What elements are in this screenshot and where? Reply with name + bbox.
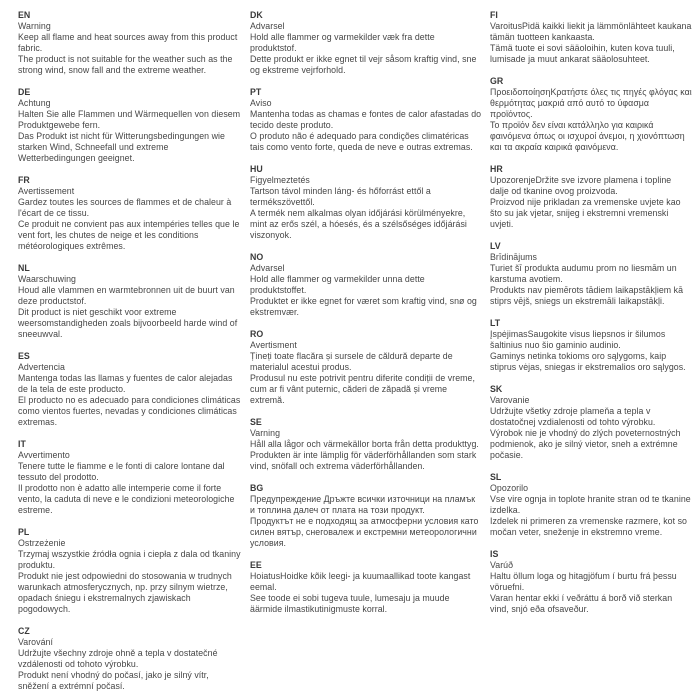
language-code-hu: HU — [250, 164, 263, 174]
warning-text: Tartson távol minden láng- és hőforrást ettől a termékszövettől. — [250, 186, 431, 207]
warning-text: Varan hentar ekki í veðráttu á borð við sterkan vind, snjó eða ofsaveður. — [490, 593, 673, 614]
lang-section-nl — [18, 263, 242, 340]
warning-title: Varúð — [490, 560, 514, 570]
warning-text: El producto no es adecuado para condiciones climáticas como vientos fuertes, nevadas y condiciones climáticas extremas. — [18, 395, 241, 427]
warning-text: Turiet šī produkta audumu prom no liesmām un karstuma avotiem. — [490, 263, 677, 284]
language-code-gr: GR — [490, 76, 504, 86]
warning-text: Gardez toutes les sources de flammes et de chaleur à l'écart de ce tissu. — [18, 197, 232, 218]
warning-text: Trzymaj wszystkie źródła ognia i ciepła z dala od tkaniny produktu. — [18, 549, 241, 570]
language-code-se: SE — [250, 417, 262, 427]
warning-title: Varning — [250, 428, 281, 438]
warning-text: Dette produkt er ikke egnet til vejr såsom kraftig vind, sne og ekstreme vejrforhold. — [250, 54, 477, 75]
warning-text: Das Produkt ist nicht für Witterungsbedingungen wie starken Wind, Schneefall und extreme Wetterbedingungen geeignet. — [18, 131, 225, 163]
language-code-is: IS — [490, 549, 499, 559]
warning-title: Advarsel — [250, 21, 285, 31]
language-code-sk: SK — [490, 384, 503, 394]
warning-text: Vse vire ognja in toplote hranite stran od te tkanine izdelka. — [490, 494, 691, 515]
warning-title: Varování — [18, 637, 53, 647]
language-code-sl: SL — [490, 472, 502, 482]
language-code-it: IT — [18, 439, 26, 449]
warning-text: A termék nem alkalmas olyan időjárási körülményekre, mint az erős szél, a hóesés, és a szélsőséges időjárási viszonyok. — [250, 208, 467, 240]
language-code-fr: FR — [18, 175, 30, 185]
lang-section-sk — [490, 384, 692, 461]
warning-text: Hold alle flammer og varmekilder unna dette produktstoffet. — [250, 274, 425, 295]
warning-text: Halten Sie alle Flammen und Wärmequellen von diesem Produktgewebe fern. — [18, 109, 241, 130]
warning-text: Produsul nu este potrivit pentru diferite condiții de vreme, cum ar fi vânt puternic, căderi de zăpadă și vreme extremă. — [250, 373, 475, 405]
language-code-nl: NL — [18, 263, 30, 273]
lang-section-de — [18, 87, 242, 164]
warning-title: Aviso — [250, 98, 272, 108]
language-code-dk: DK — [250, 10, 263, 20]
lang-section-bg — [250, 483, 482, 549]
warning-text: Výrobok nie je vhodný do zlých poveternostných podmienok, ako je silný vietor, sneh a extrémne počasie. — [490, 428, 681, 460]
warning-text: The product is not suitable for the weather such as the strong wind, snow fall and the extreme weather. — [18, 54, 233, 75]
warning-title: Waarschuwing — [18, 274, 76, 284]
warning-text: VaroitusPidä kaikki liekit ja lämmönlähteet kaukana tämän tuotteen kankaasta. — [490, 21, 692, 42]
warning-text: Mantenha todas as chamas e fontes de calor afastadas do tecido deste produto. — [250, 109, 482, 130]
warning-text: Proizvod nije prikladan za vremenske uvjete kao što su jak vjetar, snijeg i ekstremni vremenski uvjeti. — [490, 197, 681, 229]
warning-text: Produkt nie jest odpowiedni do stosowania w trudnych warunkach atmosferycznych, np. przy silnym wietrze, opadach śniegu i ekstremalnych zjawiskach pogodowych. — [18, 571, 232, 614]
language-code-pl: PL — [18, 527, 30, 537]
column-3 — [490, 10, 692, 700]
lang-section-lv — [490, 241, 692, 307]
lang-section-lt — [490, 318, 692, 373]
warning-text: Produkt není vhodný do počasí, jako je silný vítr, sněžení a extrémní počasí. — [18, 670, 209, 691]
lang-section-no — [250, 252, 482, 318]
warning-text: Udržujte všetky zdroje plameňa a tepla v dostatočnej vzdialenosti od tohto výrobku. — [490, 406, 656, 427]
lang-section-fr — [18, 175, 242, 252]
warning-title: Varovanie — [490, 395, 530, 405]
warning-text: Houd alle vlammen en warmtebronnen uit de buurt van deze productstof. — [18, 285, 235, 306]
language-code-cz: CZ — [18, 626, 30, 636]
lang-section-cz — [18, 626, 242, 692]
warning-text: Tämä tuote ei sovi sääoloihin, kuten kova tuuli, lumisade ja muut ankarat sääolosuhteet. — [490, 43, 675, 64]
warning-text: Udržujte všechny zdroje ohně a tepla v dostatečné vzdálenosti od tohoto výrobku. — [18, 648, 218, 669]
language-code-ee: EE — [250, 560, 262, 570]
language-code-fi: FI — [490, 10, 498, 20]
language-code-bg: BG — [250, 483, 264, 493]
language-code-no: NO — [250, 252, 264, 262]
column-1 — [18, 10, 242, 700]
language-code-hr: HR — [490, 164, 503, 174]
warning-text: Продуктът не е подходящ за атмосферни условия като силен вятър, снеговалеж и екстремни метеорологични условия. — [250, 516, 479, 548]
warning-title: Brīdinājums — [490, 252, 537, 262]
warning-text: Izdelek ni primeren za vremenske razmere, kot so močan veter, sneženje in ekstremno vreme. — [490, 516, 687, 537]
warning-text: Țineți toate flacăra și sursele de căldură departe de materialul acestui produs. — [250, 351, 453, 372]
warning-title: Figyelmeztetés — [250, 175, 310, 185]
warning-text: Το προϊόν δεν είναι κατάλληλο για καιρικά φαινόμενα όπως οι ισχυροί άνεμοι, η χιονόπτωση και τα ακραία καιρικά φαινόμενα. — [490, 120, 685, 152]
warning-text: Mantenga todas las llamas y fuentes de calor alejadas de la tela de este producto. — [18, 373, 233, 394]
lang-section-it — [18, 439, 242, 516]
language-code-pt: PT — [250, 87, 262, 97]
warning-text: ΠροειδοποίησηΚρατήστε όλες τις πηγές φλόγας και θερμότητας μακριά από αυτό το ύφασμα προϊόντος. — [490, 87, 692, 119]
lang-section-hu — [250, 164, 482, 241]
lang-section-se — [250, 417, 482, 472]
lang-section-ro — [250, 329, 482, 406]
warning-title: Avvertimento — [18, 450, 70, 460]
warning-text: Produkten är inte lämplig för väderförhållanden som stark vind, snöfall och extrema väderförhållanden. — [250, 450, 477, 471]
warning-text: Ce produit ne convient pas aux intempéries telles que le vent fort, les chutes de neige et les conditions météorologiques extrêmes. — [18, 219, 240, 251]
warning-text: See toode ei sobi tugeva tuule, lumesaju ja muude äärmide ilmastikutinigmuste korral. — [250, 593, 450, 614]
warning-title: Warning — [18, 21, 51, 31]
warning-title: Advertencia — [18, 362, 66, 372]
lang-section-is — [490, 549, 692, 615]
lang-section-sl — [490, 472, 692, 538]
warning-text: Il prodotto non è adatto alle intemperie come il forte vento, la caduta di neve e le condizioni meteorologiche estreme. — [18, 483, 235, 515]
warning-text: Keep all flame and heat sources away from this product fabric. — [18, 32, 238, 53]
language-code-lt: LT — [490, 318, 501, 328]
warning-text: O produto não é adequado para condições climatéricas tais como vento forte, queda de neve e outras extremas. — [250, 131, 473, 152]
warning-text: Предупреждение Дръжте всички източници на пламък и топлина далеч от плата на този продукт. — [250, 494, 476, 515]
lang-section-dk — [250, 10, 482, 76]
warning-text: Dit product is niet geschikt voor extreme weersomstandigheden zoals bijvoorbeeld harde wind of sneeuwval. — [18, 307, 238, 339]
language-code-en: EN — [18, 10, 31, 20]
warning-title: Avertissement — [18, 186, 75, 196]
language-code-lv: LV — [490, 241, 501, 251]
warning-text: HoiatusHoidke kõik leegi- ja kuumaallikad toote kangast eemal. — [250, 571, 471, 592]
warning-text: Haltu öllum loga og hitagjöfum í burtu frá þessu vöruefni. — [490, 571, 677, 592]
lang-section-ee — [250, 560, 482, 615]
lang-section-fi — [490, 10, 692, 65]
lang-section-pl — [18, 527, 242, 615]
warning-text: UpozorenjeDržite sve izvore plamena i topline dalje od tkanine ovog proizvoda. — [490, 175, 672, 196]
lang-section-hr — [490, 164, 692, 230]
lang-section-en — [18, 10, 242, 76]
lang-section-gr — [490, 76, 692, 153]
warning-title: Achtung — [18, 98, 51, 108]
warning-text: Produktet er ikke egnet for været som kraftig vind, snø og ekstremvær. — [250, 296, 477, 317]
warning-title: Avertisment — [250, 340, 297, 350]
lang-section-pt — [250, 87, 482, 153]
language-code-es: ES — [18, 351, 30, 361]
column-2 — [250, 10, 482, 700]
warning-title: Advarsel — [250, 263, 285, 273]
warning-text: Tenere tutte le fiamme e le fonti di calore lontane dal tessuto del prodotto. — [18, 461, 225, 482]
lang-section-es — [18, 351, 242, 428]
language-code-ro: RO — [250, 329, 264, 339]
warning-title: Ostrzeżenie — [18, 538, 66, 548]
warning-text: Håll alla lågor och värmekällor borta från detta produkttyg. — [250, 439, 479, 449]
language-code-de: DE — [18, 87, 31, 97]
warning-text: Produkts nav piemērots tādiem laikapstākļiem kā stiprs vējš, sniegs un ekstremāli laikapstākļi. — [490, 285, 684, 306]
warning-text: Gaminys netinka tokioms oro sąlygoms, kaip stiprus vėjas, sniegas ir ekstremalios oro sąlygos. — [490, 351, 686, 372]
warning-text: ĮspėjimasSaugokite visus liepsnos ir šilumos šaltinius nuo šio gaminio audinio. — [490, 329, 666, 350]
warning-title: Opozorilo — [490, 483, 529, 493]
warning-text: Hold alle flammer og varmekilder væk fra dette produktstof. — [250, 32, 435, 53]
